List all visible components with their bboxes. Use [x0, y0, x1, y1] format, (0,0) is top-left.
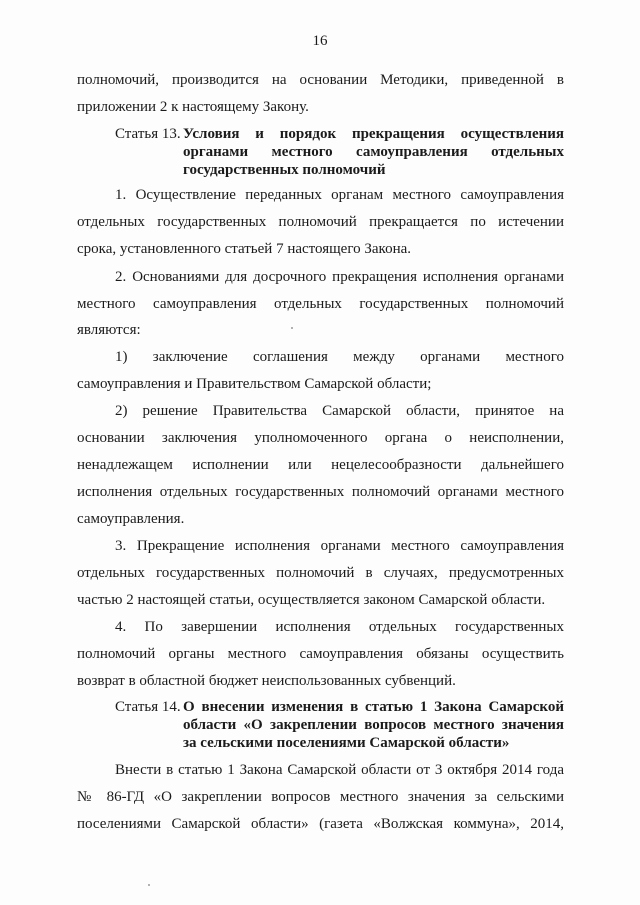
text-line: Внести в статью 1 Закона Самарской области от 3 октября 2014 года [115, 762, 564, 778]
text-line: срока, установленного статьей 7 настоящего Закона. [77, 241, 411, 257]
article-13-heading [115, 125, 564, 179]
article-14-heading [115, 698, 564, 752]
text-line: самоуправления и Правительством Самарской области; [77, 376, 432, 392]
text-line: полномочий органы местного самоуправления обязаны осуществить [77, 646, 564, 662]
text-line: отдельных государственных полномочий в случаях, предусмотренных [77, 565, 564, 581]
page-number: 16 [312, 33, 328, 49]
text-line: основании заключения уполномоченного органа о неисполнении, [77, 430, 564, 446]
text-line: возврат в областной бюджет неиспользованных субвенций. [77, 673, 456, 689]
text-line: 3. Прекращение исполнения органами местного самоуправления [115, 538, 564, 554]
article-14-title-line: О внесении изменения в статью 1 Закона Самарской [183, 699, 564, 715]
text-line: 2. Основаниями для досрочного прекращения исполнения органами [115, 269, 564, 285]
article-13-title-line: государственных полномочий [183, 162, 386, 178]
text-line: приложении 2 к настоящему Закону. [77, 99, 309, 115]
text-line: 1. Осуществление переданных органам местного самоуправления [115, 187, 564, 203]
article-14-title [183, 698, 564, 752]
text-line: отдельных государственных полномочий прекращается по истечении [77, 214, 564, 230]
article-13-label: Статья 13. [115, 126, 181, 142]
text-line: поселениями Самарской области» (газета «Волжская коммуна», 2014, [77, 816, 564, 832]
article-13-title [183, 125, 564, 179]
article-13-title-line: органами местного самоуправления отдельных [183, 144, 564, 160]
text-line: самоуправления. [77, 511, 185, 527]
article-14-title-line: за сельскими поселениями Самарской области» [183, 735, 510, 751]
scan-speck [291, 327, 293, 329]
text-line: полномочий, производится на основании Методики, приведенной в [77, 72, 564, 88]
text-line: 4. По завершении исполнения отдельных государственных [115, 619, 564, 635]
article-14-label: Статья 14. [115, 699, 181, 715]
article-13-title-line: Условия и порядок прекращения осуществления [183, 126, 564, 142]
text-line: 2) решение Правительства Самарской области, принятое на [115, 403, 564, 419]
text-line: исполнения отдельных государственных полномочий органами местного [77, 484, 564, 500]
text-line: № 86-ГД «О закреплении вопросов местного значения за сельскими [77, 789, 564, 805]
text-line: ненадлежащем исполнении или нецелесообразности дальнейшего [77, 457, 564, 473]
text-line: 1) заключение соглашения между органами местного [115, 349, 564, 365]
article-14-title-line: области «О закреплении вопросов местного значения [183, 717, 564, 733]
text-line: частью 2 настоящей статьи, осуществляется законом Самарской области. [77, 592, 546, 608]
text-line: являются: [77, 322, 141, 338]
text-line: местного самоуправления отдельных государственных полномочий [77, 296, 564, 312]
scan-speck [148, 884, 150, 886]
